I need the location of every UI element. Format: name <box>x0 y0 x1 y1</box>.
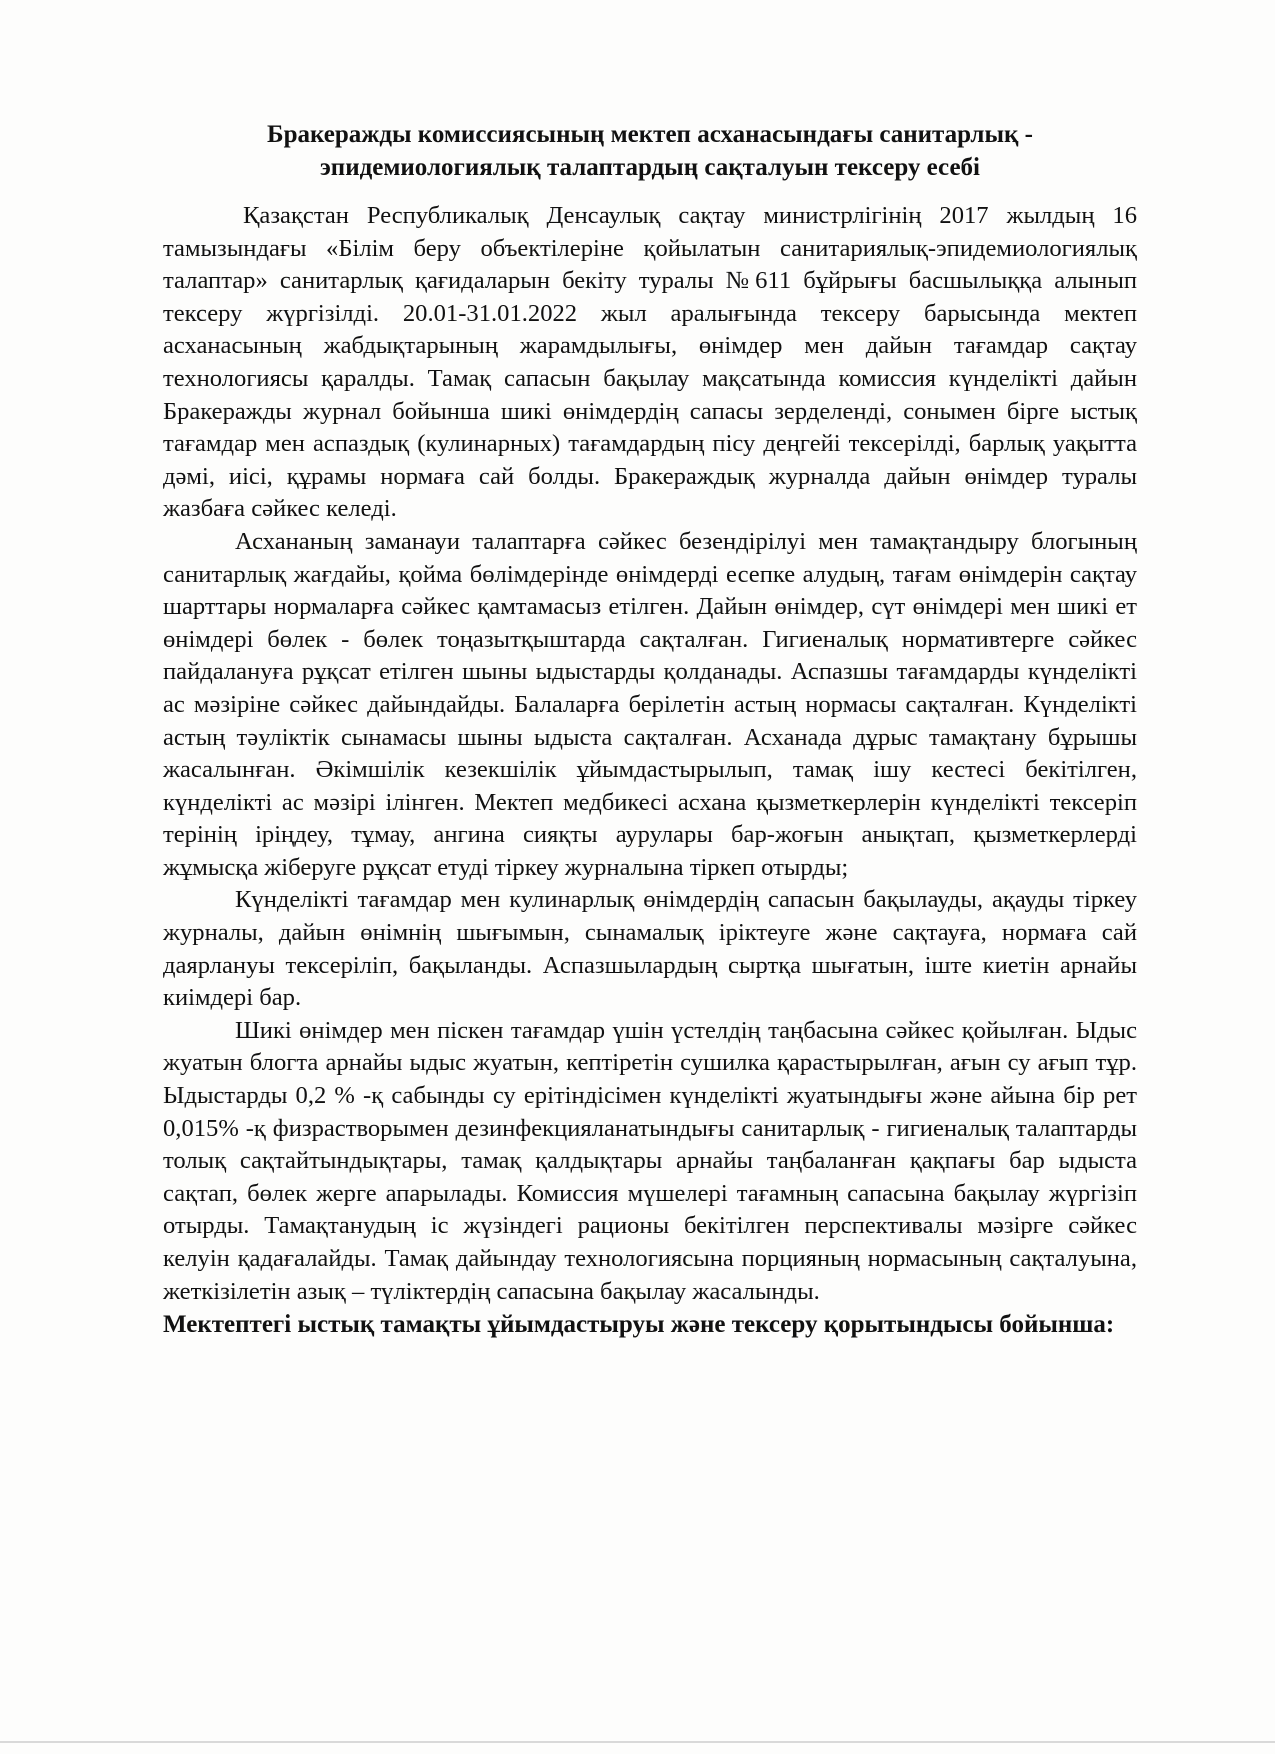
title-line-2: эпидемиологиялық талаптардың сақталуын тексеру есебі <box>320 154 980 181</box>
scan-bottom-edge <box>0 1741 1275 1743</box>
document-title <box>163 118 1137 184</box>
paragraph-2: Асхананың заманауи талаптарға сәйкес безендірілуі мен тамақтандыру блогының санитарлық жағдайы, қойма бөлімдерінде өнімдерді есепке алудың, тағам өнімдерін сақтау шарттары нормаларға сәйкес қамтамасыз етілген. Дайын өнімдер, сүт өнімдері мен шикі ет өнімдері бөлек - бөлек тоңазытқыштарда сақталған. Гигиеналық нормативтерге сәйкес пайдалануға рұқсат етілген шыны ыдыстарды қолданады. Аспазшы тағамдарды күнделікті ас мәзіріне сәйкес дайындайды. Балаларға берілетін астың нормасы сақталған. Күнделікті астың тәуліктік сынамасы шыны ыдыста сақталған. Асханада дұрыс тамақтану бұрышы жасалынған. Әкімшілік кезекшілік ұйымдастырылып, тамақ ішу кестесі бекітілген, күнделікті ас мәзірі ілінген. Мектеп медбикесі асхана қызметкерлерін күнделікті тексеріп терінің іріңдеу, тұмау, ангина сияқты аурулары бар-жоғын анықтап, қызметкерлерді жұмысқа жіберуге рұқсат етуді тіркеу журналына тіркеп отырды; <box>163 527 1137 881</box>
conclusion-heading: Мектептегі ыстық тамақты ұйымдастыруы және тексеру қорытындысы бойынша: <box>163 1311 1115 1339</box>
document-body <box>163 118 1137 1341</box>
paragraph-3: Күнделікті тағамдар мен кулинарлық өнімдердің сапасын бақылауды, ақауды тіркеу журналы, дайын өнімнің шығымын, сынамалық іріктеуге және сақтауға, нормаға сай даярлануы тексеріліп, бақыланды. Аспазшылардың сыртқа шығатын, іште киетін арнайы киімдері бар. <box>163 886 1137 1012</box>
paragraph-1: Қазақстан Республикалық Денсаулық сақтау министрлігінің 2017 жылдың 16 тамызындағы «Білім беру объектілеріне қойылатын санитариялық-эпидемиологиялық талаптар» санитарлық қағидаларын бекіту туралы №611 бұйрығы басшылыққа алынып тексеру жүргізілді. 20.01-31.01.2022 жыл аралығында тексеру барысында мектеп асханасының жабдықтарының жарамдылығы, өнімдер мен дайын тағамдар сақтау технологиясы қаралды. Тамақ сапасын бақылау мақсатында комиссия күнделікті дайын Бракеражды журнал бойынша шикі өнімдердің сапасы зерделенді, сонымен бірге ыстық тағамдар мен аспаздық (кулинарных) тағамдардың пісу деңгейі тексерілді, барлық уақытта дәмі, иісі, құрамы нормаға сай болды. Бракераждық журналда дайын өнімдер туралы жазбаға сәйкес келеді. <box>163 202 1137 523</box>
paragraph-4: Шикі өнімдер мен піскен тағамдар үшін үстелдің таңбасына сәйкес қойылған. Ыдыс жуатын блогта арнайы ыдыс жуатын, кептіретін сушилка қарастырылған, ағын су ағып тұр. Ыдыстарды 0,2 % -қ сабынды су ерітіндісімен күнделікті жуатындығы және айына бір рет 0,015% -қ физрастворымен дезинфекцияланатындығы санитарлық - гигиеналық талаптарды толық сақтайтындықтары, тамақ қалдықтары арнайы таңбаланған қақпағы бар ыдыста сақтап, бөлек жерге апарылады. Комиссия мүшелері тағамның сапасына бақылау жүргізіп отырды. Тамақтанудың іс жүзіндегі рационы бекітілген перспективалы мәзірге сәйкес келуін қадағалайды. Тамақ дайындау технологиясына порцияның нормасының сақталуына, жеткізілетін азық – түліктердің сапасына бақылау жасалынды. <box>163 1016 1137 1305</box>
title-line-1: Бракеражды комиссиясының мектеп асханасындағы санитарлық - <box>267 121 1033 148</box>
